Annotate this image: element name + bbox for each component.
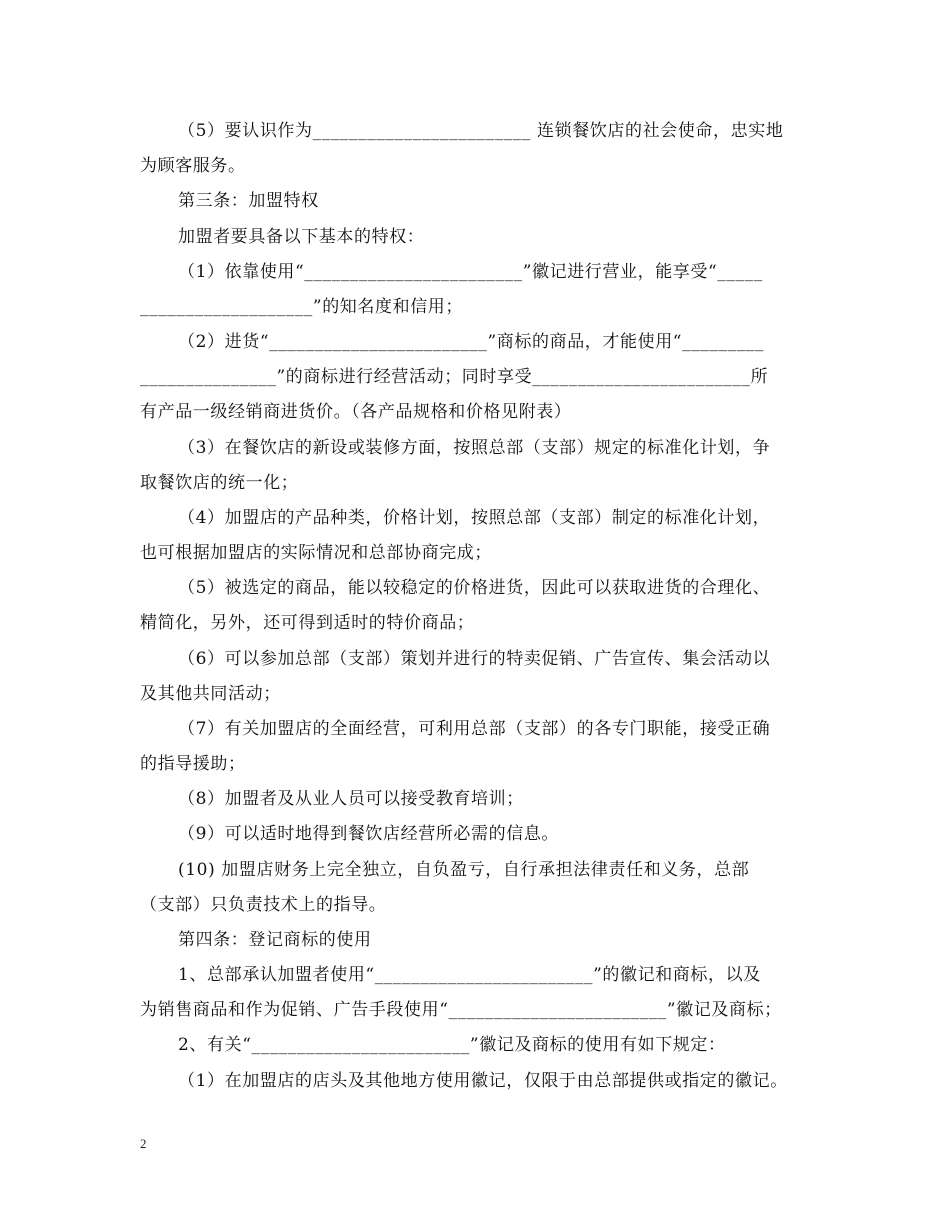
text-line: 及其他共同活动；: [140, 684, 281, 704]
text-line: 为销售商品和作为促销、广告手段使用“________________________”徽记及商标；: [140, 1000, 782, 1020]
text-line: （3）在餐饮店的新设或装修方面，按照总部（支部）规定的标准化计划，争: [178, 438, 771, 458]
text-line: （支部）只负责技术上的指导。: [140, 895, 387, 915]
section-heading: 第三条：加盟特权: [178, 191, 319, 211]
text-line: （2）进货“________________________”商标的商品，才能使用“_________: [178, 332, 764, 352]
text-line: （5）被选定的商品，能以较稳定的价格进货，因此可以获取进货的合理化、: [178, 578, 771, 598]
text-line: 有产品一级经销商进货价。（各产品规格和价格见附表）: [140, 402, 572, 422]
text-line: （8）加盟者及从业人员可以接受教育培训；: [178, 789, 524, 809]
text-line: （9）可以适时地得到餐饮店经营所必需的信息。: [178, 824, 560, 844]
text-line: 取餐饮店的统一化；: [140, 473, 299, 493]
text-line: 的指导援助；: [140, 754, 246, 774]
text-line: 1、总部承认加盟者使用“________________________”的徽记和商标，以及: [178, 965, 761, 985]
text-line: （6）可以参加总部（支部）策划并进行的特卖促销、广告宣传、集会活动以: [178, 649, 771, 669]
text-line: （7）有关加盟店的全面经营，可利用总部（支部）的各专门职能，接受正确: [178, 719, 771, 739]
text-line: (10) 加盟店财务上完全独立，自负盈亏，自行承担法律责任和义务，总部: [178, 860, 750, 880]
page-number: 2: [140, 1136, 147, 1151]
text-line: 为顾客服务。: [140, 156, 246, 176]
text-line: _______________”的商标进行经营活动；同时享受________________________所: [140, 367, 769, 387]
text-line: （5）要认识作为________________________ 连锁餐饮店的社会使命，忠实地: [178, 121, 784, 141]
text-line: （1）依靠使用“________________________”徽记进行营业，能享受“_____: [178, 262, 763, 282]
text-line: （4）加盟店的产品种类，价格计划，按照总部（支部）制定的标准化计划，: [178, 508, 771, 528]
text-line: 精简化，另外，还可得到适时的特价商品；: [140, 613, 475, 633]
text-line: 加盟者要具备以下基本的特权：: [178, 227, 425, 247]
text-line: 2、有关“________________________”徽记及商标的使用有如下规定：: [178, 1035, 726, 1055]
text-line: 也可根据加盟店的实际情况和总部协商完成；: [140, 543, 492, 563]
section-heading: 第四条：登记商标的使用: [178, 930, 372, 950]
text-line: ___________________”的知名度和信用；: [140, 297, 463, 317]
text-line: （1）在加盟店的店头及其他地方使用徽记，仅限于由总部提供或指定的徽记。: [178, 1071, 788, 1091]
